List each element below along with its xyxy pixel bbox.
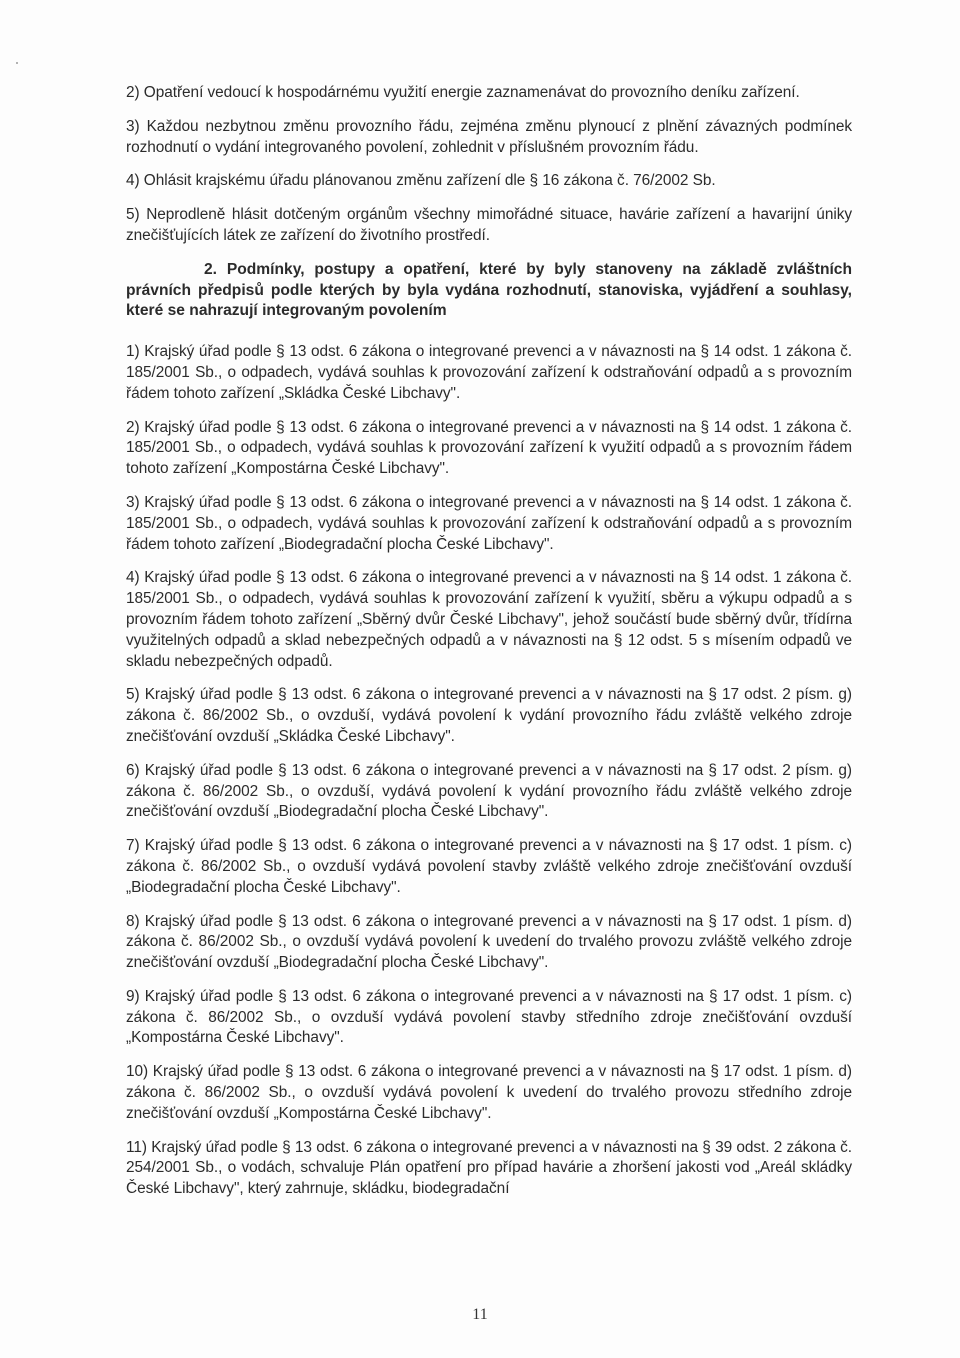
paragraph: 3) Každou nezbytnou změnu provozního řádu, zejména změnu plynoucí z plnění závazných podmínek rozhodnutí o vydání integrovaného povolení, zohlednit v příslušném provozním řádu. [126, 117, 852, 156]
paragraph: 10) Krajský úřad podle § 13 odst. 6 zákona o integrované prevenci a v návaznosti na § 17 odst. 1 písm. d) zákona č. 86/2002 Sb., o ovzduší vydává povolení k uvedení do trvalého provozu středního zdroje znečišťování ovzduší „Kompostárna České Libchavy". [126, 1063, 852, 1122]
section-heading: 2. Podmínky, postupy a opatření, které by byly stanoveny na základě zvláštních právních předpisů podle kterých by byla vydána rozhodnutí, stanoviska, vyjádření a souhlasy, které se nahrazují integrovaným povolením [126, 260, 852, 320]
document-body [126, 83, 852, 1213]
paragraph: 6) Krajský úřad podle § 13 odst. 6 zákona o integrované prevenci a v návaznosti na § 17 odst. 2 písm. g) zákona č. 86/2002 Sb., o ovzduší, vydává povolení k vydání provozního řádu zvláště velkého zdroje znečišťování ovzduší „Biodegradační plocha České Libchavy". [126, 761, 852, 821]
paragraph: 9) Krajský úřad podle § 13 odst. 6 zákona o integrované prevenci a v návaznosti na § 17 odst. 1 písm. c) zákona č. 86/2002 Sb., o ovzduší vydává povolení stavby středního zdroje znečišťování ovzduší „Kompostárna České Libchavy". [126, 987, 852, 1047]
paragraph: 5) Krajský úřad podle § 13 odst. 6 zákona o integrované prevenci a v návaznosti na § 17 odst. 2 písm. g) zákona č. 86/2002 Sb., o ovzduší, vydává povolení k vydání provozního řádu zvláště velkého zdroje znečišťování ovzduší „Skládka České Libchavy". [126, 686, 852, 745]
paragraph: 11) Krajský úřad podle § 13 odst. 6 zákona o integrované prevenci a v návaznosti na § 39 odst. 2 zákona č. 254/2001 Sb., o vodách, schvaluje Plán opatření pro případ havárie a zhoršení jakosti vod „Areál skládky České Libchavy", který zahrnuje, skládku, biodegradační [126, 1138, 852, 1198]
paragraph: 5) Neprodleně hlásit dotčeným orgánům všechny mimořádné situace, havárie zařízení a havarijní úniky znečišťujících látek ze zařízení do životního prostředí. [126, 206, 852, 244]
paragraph: 4) Ohlásit krajskému úřadu plánovanou změnu zařízení dle § 16 zákona č. 76/2002 Sb. [126, 172, 716, 190]
scan-speck [16, 62, 18, 64]
paragraph: 7) Krajský úřad podle § 13 odst. 6 zákona o integrované prevenci a v návaznosti na § 17 odst. 1 písm. c) zákona č. 86/2002 Sb., o ovzduší vydává povolení stavby zvláště velkého zdroje znečišťování ovzduší „Biodegradační plocha České Libchavy". [126, 837, 852, 896]
paragraph: 3) Krajský úřad podle § 13 odst. 6 zákona o integrované prevenci a v návaznosti na § 14 odst. 1 zákona č. 185/2001 Sb., o odpadech, vydává souhlas k provozování zařízení k odstraňování odpadů a s provozním řádem tohoto zařízení „Biodegradační plocha České Libchavy". [126, 493, 852, 553]
page-number: 11 [472, 1306, 488, 1323]
paragraph: 8) Krajský úřad podle § 13 odst. 6 zákona o integrované prevenci a v návaznosti na § 17 odst. 1 písm. d) zákona č. 86/2002 Sb., o ovzduší vydává povolení k uvedení do trvalého provozu zvláště velkého zdroje znečišťování ovzduší „Biodegradační plocha České Libchavy". [126, 912, 852, 972]
paragraph: 1) Krajský úřad podle § 13 odst. 6 zákona o integrované prevenci a v návaznosti na § 14 odst. 1 zákona č. 185/2001 Sb., o odpadech, vydává souhlas k provozování zařízení k odstraňování odpadů a s provozním řádem tohoto zařízení „Skládka České Libchavy". [126, 343, 852, 402]
paragraph: 2) Krajský úřad podle § 13 odst. 6 zákona o integrované prevenci a v návaznosti na § 14 odst. 1 zákona č. 185/2001 Sb., o odpadech, vydává souhlas k provozování zařízení k využití odpadů a s provozním řádem tohoto zařízení „Kompostárna České Libchavy". [126, 418, 852, 478]
paragraph: 2) Opatření vedoucí k hospodárnému využití energie zaznamenávat do provozního deníku zařízení. [126, 84, 800, 101]
paragraph: 4) Krajský úřad podle § 13 odst. 6 zákona o integrované prevenci a v návaznosti na § 14 odst. 1 zákona č. 185/2001 Sb., o odpadech, vydává souhlas k provozování zařízení k využití, sběru a výkupu odpadů a s provozním řádem tohoto zařízení „Sběrný dvůr České Libchavy", jehož součástí bude sběrný dvůr, třídírna využitelných odpadů a sklad nebezpečných odpadů a v návaznosti na § 12 odst. 5 s mísením odpadů ve skladu nebezpečných odpadů. [126, 569, 852, 670]
